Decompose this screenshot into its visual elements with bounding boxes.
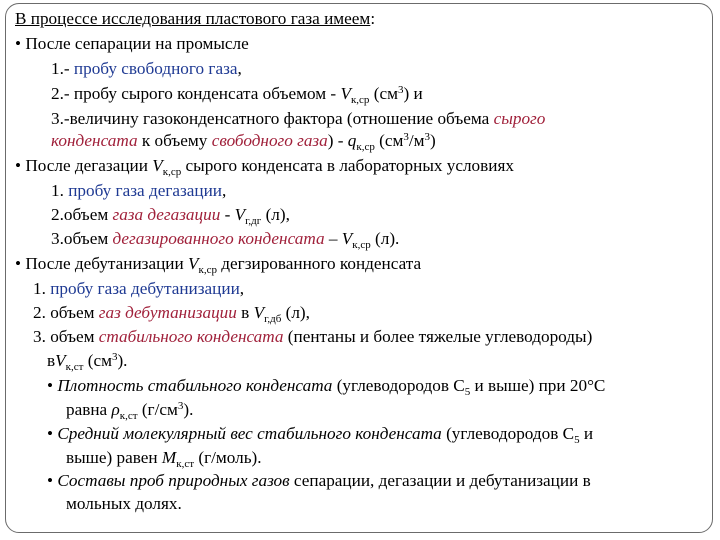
text-segment: к,ср — [356, 141, 375, 153]
text-segment: (л). — [370, 229, 400, 248]
line-separation-2 — [51, 84, 423, 104]
text-segment: V — [152, 156, 163, 175]
text-segment: (г/моль). — [194, 448, 262, 467]
text-segment: к,ср — [350, 94, 370, 106]
line-debutanization-3-cont — [47, 351, 127, 371]
line-debutanization-heading — [15, 254, 421, 274]
text-segment: М — [161, 448, 177, 467]
line-separation-3 — [51, 109, 545, 129]
text-segment: к,ср — [352, 239, 371, 251]
text-segment: - — [220, 205, 235, 224]
text-segment: 5 — [574, 434, 580, 446]
text-segment: 3.-величину газоконденсатного фактора (отношение объема — [51, 109, 494, 128]
text-segment: • После дегазации — [15, 156, 153, 175]
text-segment: ). — [183, 400, 194, 419]
text-segment: 1.- — [51, 59, 74, 78]
text-segment: ). — [117, 351, 128, 370]
text-segment: к,ср — [162, 166, 182, 178]
text-segment: 2.- пробу сырого конденсата объемом - — [51, 84, 341, 103]
text-segment: (см — [374, 131, 404, 150]
text-segment: г,дб — [264, 313, 282, 325]
text-segment: Средний молекулярный вес стабильного конденсата — [57, 424, 442, 443]
text-segment: 3 — [424, 131, 431, 143]
text-segment: к,ст — [176, 458, 195, 470]
line-bullet-compositions-cont — [66, 494, 182, 514]
text-segment: выше) равен — [66, 448, 162, 467]
text-segment: газа дегазации — [112, 205, 221, 224]
text-segment: 3 — [397, 84, 404, 96]
line-bullet-compositions — [47, 471, 591, 491]
text-segment: , — [239, 279, 245, 298]
line-bullet-molweight — [47, 424, 593, 444]
text-segment: Составы проб природных газов — [57, 471, 290, 490]
text-segment: 1. — [51, 181, 69, 200]
text-segment: в — [47, 351, 56, 370]
line-degassing-2 — [51, 205, 290, 225]
text-segment: В процессе исследования пластового газа имеем — [15, 9, 371, 28]
text-segment: ) - — [327, 131, 348, 150]
text-segment: ρ — [111, 400, 120, 419]
text-segment: мольных долях. — [66, 494, 182, 513]
text-segment: сырого конденсата в лабораторных условиях — [181, 156, 514, 175]
text-segment: – — [324, 229, 342, 248]
text-segment: к,ст — [119, 410, 138, 422]
text-segment: пробу свободного газа — [73, 59, 238, 78]
line-bullet-molweight-cont — [66, 448, 262, 468]
text-segment: г,дг — [245, 215, 262, 227]
text-segment: дегзированного конденсата — [216, 254, 422, 273]
text-segment: 3.объем — [51, 229, 113, 248]
text-segment: в — [236, 303, 254, 322]
text-segment: газ дебутанизации — [98, 303, 237, 322]
text-segment: • После сепарации на промысле — [15, 34, 249, 53]
text-segment: V — [55, 351, 66, 370]
text-segment: /м — [408, 131, 425, 150]
text-segment: (л), — [281, 303, 310, 322]
text-segment: 2.объем — [51, 205, 113, 224]
text-segment: (г/см — [137, 400, 178, 419]
text-segment: Плотность стабильного конденсата — [57, 376, 333, 395]
text-segment: , — [222, 181, 227, 200]
text-segment: ) — [430, 131, 436, 150]
text-segment: ) и — [403, 84, 423, 103]
line-degassing-3 — [51, 229, 399, 249]
line-bullet-density — [47, 376, 605, 396]
text-segment: (см — [83, 351, 112, 370]
text-segment: (углеводородов С — [332, 376, 465, 395]
text-segment: к,ст — [65, 361, 84, 373]
text-segment: к объему — [137, 131, 212, 150]
text-segment: 3 — [177, 400, 184, 412]
text-segment: V — [340, 84, 351, 103]
line-intro — [15, 9, 375, 29]
line-bullet-density-cont — [66, 400, 193, 420]
text-segment: , — [237, 59, 242, 78]
line-separation-3-cont — [51, 131, 436, 151]
line-degassing-1 — [51, 181, 226, 201]
text-segment: 5 — [464, 386, 471, 398]
text-segment: пробу газа дебутанизации — [50, 279, 240, 298]
text-segment: q — [347, 131, 357, 150]
text-segment: стабильного конденсата — [98, 327, 284, 346]
text-segment: 2. объем — [33, 303, 99, 322]
text-segment: конденсата — [51, 131, 138, 150]
text-segment: V — [188, 254, 199, 273]
text-segment: : — [370, 9, 376, 28]
text-segment: 1. — [33, 279, 51, 298]
text-segment: и — [579, 424, 594, 443]
text-segment: сепарации, дегазации и дебутанизации в — [289, 471, 591, 490]
text-segment: V — [253, 303, 265, 322]
text-segment: • — [47, 471, 58, 490]
text-segment: сырого — [493, 109, 546, 128]
text-segment: 3 — [403, 131, 409, 143]
line-debutanization-3 — [33, 327, 592, 347]
text-segment: • — [47, 424, 58, 443]
line-separation-1 — [51, 59, 242, 79]
text-segment: V — [234, 205, 246, 224]
line-debutanization-1 — [33, 279, 244, 299]
text-segment: 3 — [111, 351, 118, 363]
text-segment: дегазированного конденсата — [112, 229, 325, 248]
text-segment: пробу газа дегазации — [68, 181, 223, 200]
line-debutanization-2 — [33, 303, 310, 323]
line-degassing-heading — [15, 156, 514, 176]
text-segment: и выше) при 20°С — [470, 376, 606, 395]
text-segment: (л), — [261, 205, 290, 224]
text-segment: (см — [369, 84, 398, 103]
text-segment: • После дебутанизации — [15, 254, 188, 273]
text-segment: свободного газа — [211, 131, 328, 150]
text-segment: равна — [66, 400, 112, 419]
text-segment: V — [341, 229, 353, 248]
text-segment: 3. объем — [33, 327, 99, 346]
text-segment: (пентаны и более тяжелые углеводороды) — [283, 327, 593, 346]
text-segment: (углеводородов С — [441, 424, 575, 443]
text-segment: к,ср — [198, 264, 217, 276]
text-segment: • — [47, 376, 58, 395]
line-separation-heading — [15, 34, 249, 54]
